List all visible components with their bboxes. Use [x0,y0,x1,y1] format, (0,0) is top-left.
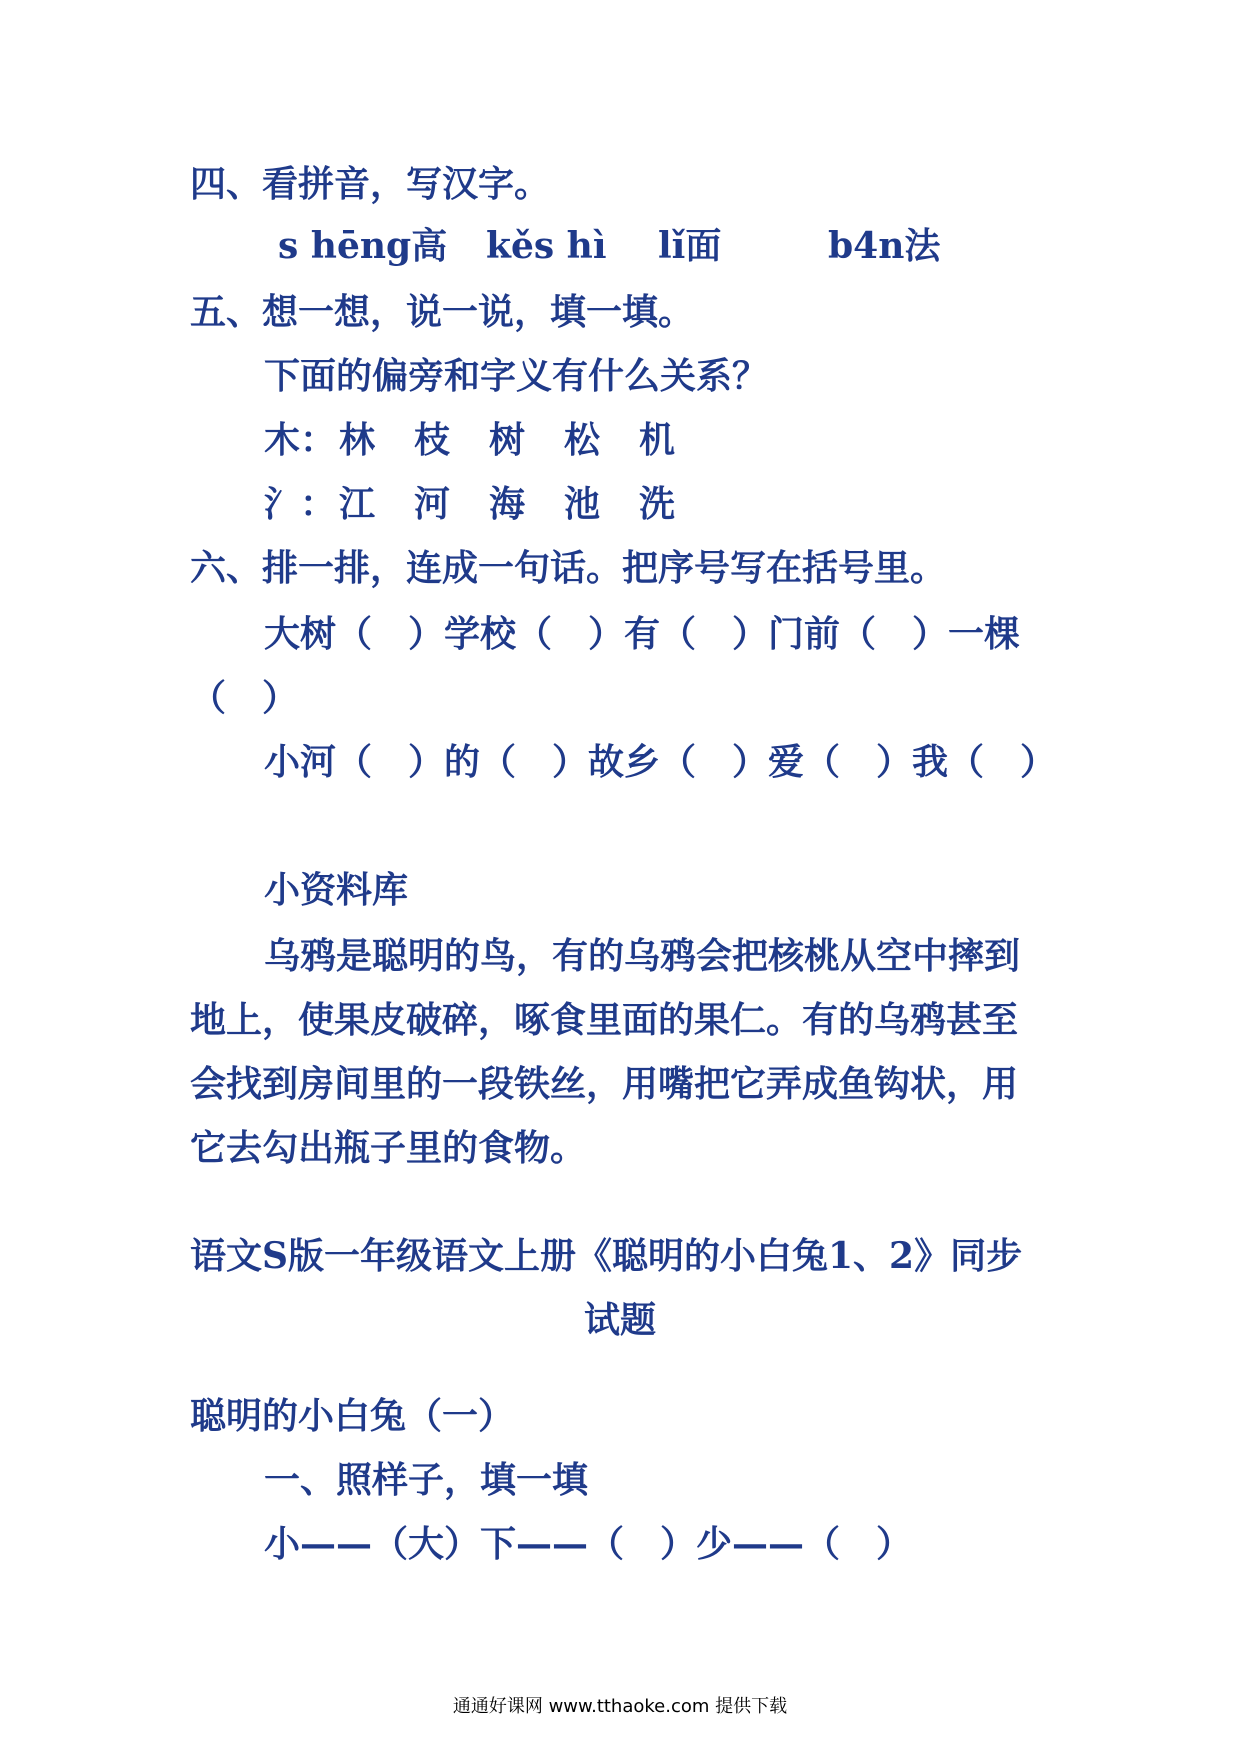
pinyin-item: b4n法 [828,225,941,267]
section6-heading: 六、排一排，连成一句话。把序号写在括号里。 [190,547,947,589]
library-paragraph-line: 它去勾出瓶子里的食物。 [190,1127,587,1169]
test-subtitle: 聪明的小白兔（一） [190,1395,515,1437]
library-paragraph-line: 地上，使果皮破碎，啄食里面的果仁。有的乌鸦甚至 [190,999,1019,1041]
section4-heading: 四、看拼音，写汉字。 [190,163,551,205]
footer-text: 通通好课网 www.tthaoke.com 提供下载 [452,1696,788,1717]
pinyin-item: kěs hì [486,225,607,267]
sentence-order-line2: 小河（ ）的（ ）故乡（ ）爱（ ）我（ ） [264,741,1057,783]
pinyin-item: lǐ面 [658,225,722,267]
radical-label: 氵： [264,483,337,525]
pinyin-item: s hēng高 [278,225,448,267]
char-item: 树 [489,419,526,461]
char-item: 海 [489,483,526,525]
char-item: 机 [639,419,676,461]
char-item: 松 [564,419,601,461]
question-1-heading: 一、照样子，填一填 [264,1459,589,1501]
test-title-line1: 语文S版一年级语文上册《聪明的小白兔1、2》同步 [190,1235,1023,1277]
sentence-order-line1: 大树（ ）学校（ ）有（ ）门前（ ）一棵 [264,613,1021,655]
char-item: 林 [339,419,376,461]
library-paragraph-line: 乌鸦是聪明的鸟，有的乌鸦会把核桃从空中摔到 [264,935,1021,977]
char-item: 池 [564,483,601,525]
question-1-line: 小——（大）下——（ ）少——（ ） [264,1523,913,1565]
char-item: 枝 [414,419,451,461]
radical-row-water [264,482,714,526]
library-paragraph-line: 会找到房间里的一段铁丝，用嘴把它弄成鱼钩状，用 [190,1063,1019,1105]
radical-row-wood [264,418,714,462]
section5-heading: 五、想一想，说一说，填一填。 [190,291,695,333]
radical-label: 木： [264,419,337,461]
sentence-order-line1-cont: （ ） [190,677,299,719]
test-title-line2: 试题 [583,1299,656,1341]
section5-question: 下面的偏旁和字义有什么关系？ [264,355,769,397]
pinyin-row [278,224,940,268]
library-title: 小资料库 [264,869,409,911]
char-item: 河 [414,483,451,525]
char-item: 江 [339,483,376,525]
char-item: 洗 [639,483,676,525]
